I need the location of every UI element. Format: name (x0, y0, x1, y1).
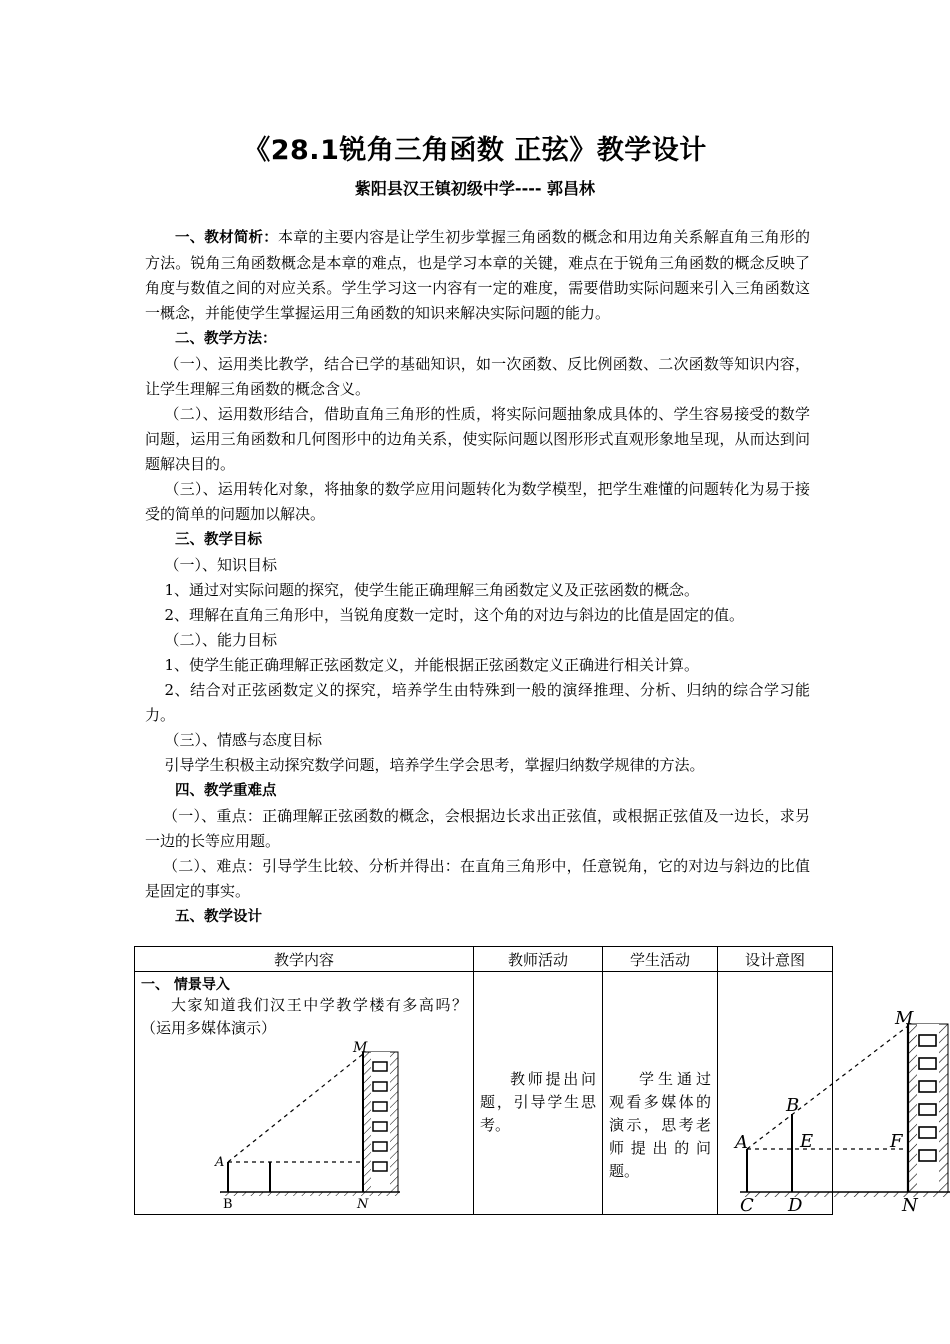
building-figure-large (720, 1004, 950, 1219)
label-N-large: N (902, 1195, 918, 1216)
label-B-large: B (786, 1095, 800, 1116)
ability-goal-2: 2、结合对正弦函数定义的探究，培养学生由特殊到一般的演绎推理、分析、归纳的综合学习能力。 (145, 681, 810, 724)
section-3-heading: 三、教学目标 (175, 532, 262, 548)
student-cell (603, 972, 718, 1215)
section-1-heading: 一、教材简析： (175, 230, 278, 246)
section-2-heading: 二、教学方法： (175, 331, 277, 347)
knowledge-goal-1: 1、通过对实际问题的探究，使学生能正确理解三角函数定义及正弦函数的概念。 (164, 581, 700, 599)
knowledge-goal-2: 2、理解在直角三角形中，当锐角度数一定时，这个角的对边与斜边的比值是固定的值。 (164, 606, 745, 624)
section-4-heading: 四、教学重难点 (175, 783, 277, 799)
section-5-heading: 五、教学设计 (175, 909, 262, 925)
section-2-item-1: （一）、运用类比教学，结合已学的基础知识，如一次函数、反比例函数、二次函数等知识内容，让学生理解三角函数的概念含义。 (145, 355, 810, 398)
attitude-goal-heading: （三）、情感与态度目标 (164, 731, 323, 749)
teacher-activity: 教师提出问题，引导学生思考。 (480, 1070, 596, 1134)
content-cell (135, 972, 474, 1215)
knowledge-goal-heading: （一）、知识目标 (164, 556, 278, 574)
label-D-large: D (788, 1195, 803, 1216)
header-teacher: 教师活动 (474, 947, 603, 972)
difficult-point: （二）、难点：引导学生比较、分析并得出：在直角三角形中，任意锐角，它的对边与斜边的比值是固定的事实。 (145, 857, 810, 900)
label-A-large: A (735, 1132, 748, 1153)
header-content: 教学内容 (135, 947, 474, 972)
header-intent: 设计意图 (718, 947, 833, 972)
document-title: 《28.1锐角三角函数 正弦》教学设计 (243, 135, 707, 166)
building-figure-small (135, 1040, 465, 1208)
label-F-large: F (890, 1131, 903, 1152)
key-point: （一）、重点：正确理解正弦函数的概念，会根据边长求出正弦值，或根据正弦值及一边长，求另一边的长等应用题。 (145, 807, 810, 850)
ability-goal-1: 1、使学生能正确理解正弦函数定义，并能根据正弦函数定义正确进行相关计算。 (164, 656, 700, 674)
attitude-goal-1: 引导学生积极主动探究数学问题，培养学生学会思考，掌握归纳数学规律的方法。 (164, 756, 705, 774)
label-N: N (357, 1197, 369, 1208)
row-heading: 一、 情景导入 (141, 977, 230, 993)
label-M: M (353, 1040, 368, 1056)
student-activity: 学生通过观看多媒体的演示，思考老师提出的问题。 (609, 1070, 711, 1180)
section-1-text: 本章的主要内容是让学生初步掌握三角函数的概念和用边角关系解直角三角形的方法。锐角三角函数概念是本章的难点，也是学习本章的关键，难点在于锐角三角函数的概念反映了角度与数值之间的对应关系。学生学习这一内容有一定的难度，需要借助实际问题来引入三角函数这一概念，并能使学生掌握运用三角函数的知识来解决实际问题的能力。 (145, 228, 810, 322)
document-author: 紫阳县汉王镇初级中学---- 郭昌林 (354, 179, 596, 198)
table-header-row (135, 947, 833, 972)
section-2-item-2: （二）、运用数形结合，借助直角三角形的性质，将实际问题抽象成具体的、学生容易接受的数学问题，运用三角函数和几何图形中的边角关系，使实际问题以图形形式直观形象地呈现，从而达到问题解决目的。 (145, 405, 810, 473)
label-E-large: E (800, 1131, 814, 1152)
label-A: A (215, 1155, 225, 1170)
row-content: 大家知道我们汉王中学教学楼有多高吗？（运用多媒体演示） (141, 996, 467, 1037)
document-body (145, 225, 810, 930)
header-student: 学生活动 (603, 947, 718, 972)
label-M-large: M (895, 1008, 914, 1029)
label-B: B (223, 1197, 233, 1208)
section-2-item-3: （三）、运用转化对象，将抽象的数学应用问题转化为数学模型，把学生难懂的问题转化为易于接受的简单的问题加以解决。 (145, 480, 810, 523)
label-C-large: C (740, 1195, 754, 1216)
ability-goal-heading: （二）、能力目标 (164, 631, 278, 649)
section-1-paragraph (145, 225, 810, 326)
teacher-cell (474, 972, 603, 1215)
